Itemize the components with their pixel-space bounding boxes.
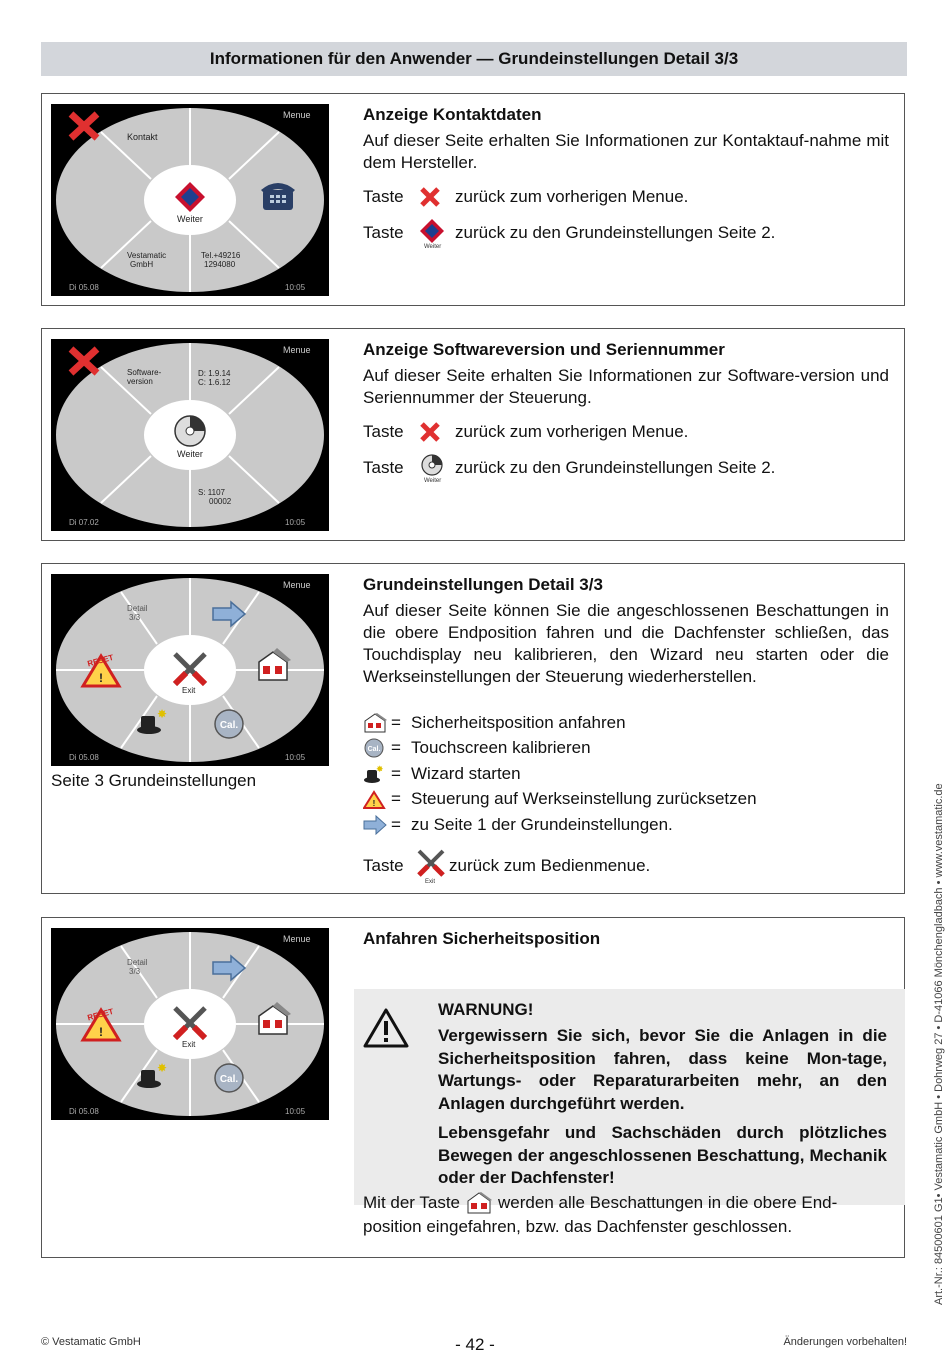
section3-exit-text: zurück zum Bedienmenue. [449,855,651,875]
svg-text:Exit: Exit [425,878,436,883]
detail-label-line2: 3/3 [129,967,141,976]
serial-line2: 00002 [209,497,232,506]
cal-icon[interactable] [215,1064,243,1092]
section3-title: Grundeinstellungen Detail 3/3 [363,575,603,594]
section1-row-close [363,184,889,210]
legend-text: zu Seite 1 der Grundeinstellungen. [411,814,673,834]
taste-label: Taste [363,458,404,477]
version-d: D: 1.9.14 [198,369,231,378]
detail-label-line2: 3/3 [129,613,141,622]
cal-icon [363,737,391,759]
svg-text:RESET: RESET [86,652,115,669]
warning-box [354,989,905,1205]
warning-triangle-icon [362,1007,410,1054]
section4-content [363,928,889,954]
menu-label: Menue [283,580,311,590]
section4-title: Anfahren Sicherheitsposition [363,929,601,948]
section2-content [363,339,889,481]
warning-text-2: Lebensgefahr und Sachschäden durch plötzliches Bewegen der angeschlossenen Beschattung, Mechanik oder der Dachfenster! [438,1123,887,1187]
taste-label: Taste [363,422,404,441]
taste-label: Taste [363,855,404,875]
section1-title: Anzeige Kontaktdaten [363,105,542,124]
page-header [41,42,907,76]
svg-text:✸: ✸ [157,707,168,721]
version-c: C: 1.6.12 [198,378,231,387]
closing-after: werden alle Beschattungen in die obere End- [498,1193,838,1212]
section1-row1-text: zurück zum vorherigen Menue. [455,187,689,206]
menu-label: Menue [283,345,311,355]
section1-text: Auf dieser Seite erhalten Sie Informationen zur Kontaktauf-nahme mit dem Hersteller. [363,131,889,172]
tel-line2: 1294080 [204,260,236,269]
footer-copyright: © Vestamatic GmbH [41,1336,141,1348]
tools-exit-icon [415,849,449,883]
taste-label: Taste [363,187,404,206]
legend-text: Touchscreen kalibrieren [411,738,591,758]
legend-item: = zu Seite 1 der Grundeinstellungen. [363,812,889,838]
screenshot-caption: Seite 3 Grundeinstellungen [51,771,257,790]
closing-before: Mit der Taste [363,1193,461,1212]
svg-text:!: ! [99,1025,103,1039]
section-kontaktdaten [41,93,905,306]
section1-row-weiter [363,220,889,246]
house-shade-icon [466,1191,492,1215]
svg-text:RESET: RESET [86,1006,115,1023]
phone-icon[interactable] [261,183,295,210]
kontakt-label: Kontakt [127,132,158,142]
legend-text: Steuerung auf Werkseinstellung zurücksetzen [411,789,757,809]
date-label: Di 05.08 [69,1107,99,1116]
time-label: 10:05 [285,283,306,292]
time-label: 10:05 [285,753,306,762]
svg-text:✸: ✸ [376,764,384,775]
section2-text: Auf dieser Seite erhalten Sie Informationen zur Software-version und Seriennummer der Steuerung. [363,366,889,407]
section2-row1-text: zurück zum vorherigen Menue. [455,422,689,441]
cal-icon[interactable] [215,710,243,738]
reset-icon [363,788,391,810]
svg-text:Cal.: Cal. [219,720,239,731]
screenshot-software-screen [51,339,329,531]
exit-label: Exit [182,1040,196,1049]
page-title: Informationen für den Anwender — Grundeinstellungen Detail 3/3 [209,49,739,68]
close-icon[interactable] [71,349,97,373]
svg-text:Cal.: Cal. [367,746,381,754]
close-icon [419,186,455,208]
screenshot-kontakt-screen [51,104,329,296]
closing-line2: position eingefahren, bzw. das Dachfenster geschlossen. [363,1217,793,1236]
svg-text:✸: ✸ [157,1061,168,1075]
svg-text:Weiter: Weiter [424,478,442,483]
arrow-right-icon [363,814,391,836]
section-sicherheitsposition [41,917,905,1258]
section2-row2-text: zurück zu den Grundeinstellungen Seite 2. [455,458,776,477]
section1-content [363,104,889,246]
serial-line1: S: 1107 [198,488,225,497]
date-label: Di 05.08 [69,753,99,762]
software-label-line1: Software- [127,368,162,377]
screenshot-detail-screen [51,574,329,766]
legend-item: = Sicherheitsposition anfahren [363,710,889,736]
vestamatic-logo-icon [419,218,455,248]
wizard-hat-icon [363,763,391,785]
exit-label: Exit [182,686,196,695]
date-label: Di 07.02 [69,518,99,527]
cd-icon [419,453,455,483]
section3-row-exit [363,850,889,882]
footer-notice: Änderungen vorbehalten! [783,1336,907,1348]
cd-icon[interactable] [175,416,205,446]
time-label: 10:05 [285,1107,306,1116]
software-label-line2: version [127,377,153,386]
section3-content [363,574,889,882]
menu-label: Menue [283,934,311,944]
svg-text:!: ! [372,799,376,809]
svg-text:!: ! [99,671,103,685]
section2-title: Anzeige Softwareversion und Seriennummer [363,340,725,359]
date-label: Di 05.08 [69,283,99,292]
section-softwareversion [41,328,905,541]
weiter-label: Weiter [177,449,203,459]
detail-label-line1: Detail [127,604,148,613]
legend-item: Cal. = Touchscreen kalibrieren [363,736,889,762]
warning-title: WARNUNG! [438,1000,534,1019]
weiter-label: Weiter [177,214,203,224]
close-icon[interactable] [71,114,97,138]
time-label: 10:05 [285,518,306,527]
section2-row-close [363,419,889,445]
svg-text:Weiter: Weiter [424,244,442,248]
legend-list [363,710,889,838]
page-number: - 42 - [455,1335,495,1354]
detail-label-line1: Detail [127,958,148,967]
section-grundeinstellungen [41,563,905,894]
company-line2: GmbH [130,260,154,269]
company-line1: Vestamatic [127,251,167,260]
legend-item: ✸ = Wizard starten [363,761,889,787]
taste-label: Taste [363,223,404,242]
svg-text:Cal.: Cal. [219,1074,239,1085]
legend-text: Wizard starten [411,763,521,783]
house-shade-icon [363,712,391,734]
tel-line1: Tel.+49216 [201,251,241,260]
section2-row-weiter [363,455,889,481]
side-imprint: Art.-Nr.: 84500601 G1• Vestamatic GmbH • Dohrweg 27 • D-41066 Mönchengladbach • www.vestamatic.de [933,783,945,1305]
screenshot-detail-screen [51,928,329,1120]
section4-closing [363,1190,889,1238]
section1-row2-text: zurück zu den Grundeinstellungen Seite 2. [455,223,776,242]
warning-text-1: Vergewissern Sie sich, bevor Sie die Anlagen in die Sicherheitsposition fahren, dass keine Mon-tage, Wartungs- oder Reparaturarbeiten mehr, an den Anlagen durchgeführt werden. [438,1026,887,1113]
legend-item: ! = Steuerung auf Werkseinstellung zurücksetzen [363,787,889,813]
menu-label: Menue [283,110,311,120]
section3-text: Auf dieser Seite können Sie die angeschlossenen Beschattungen in die obere Endposition fahren und die Dachfenster schließen, das Touchdisplay neu kalibrieren, den Wizard neu starten oder die Werkseinstellungen der Steuerung wiederherstellen. [363,601,889,686]
legend-text: Sicherheitsposition anfahren [411,712,626,732]
close-icon [419,421,455,443]
